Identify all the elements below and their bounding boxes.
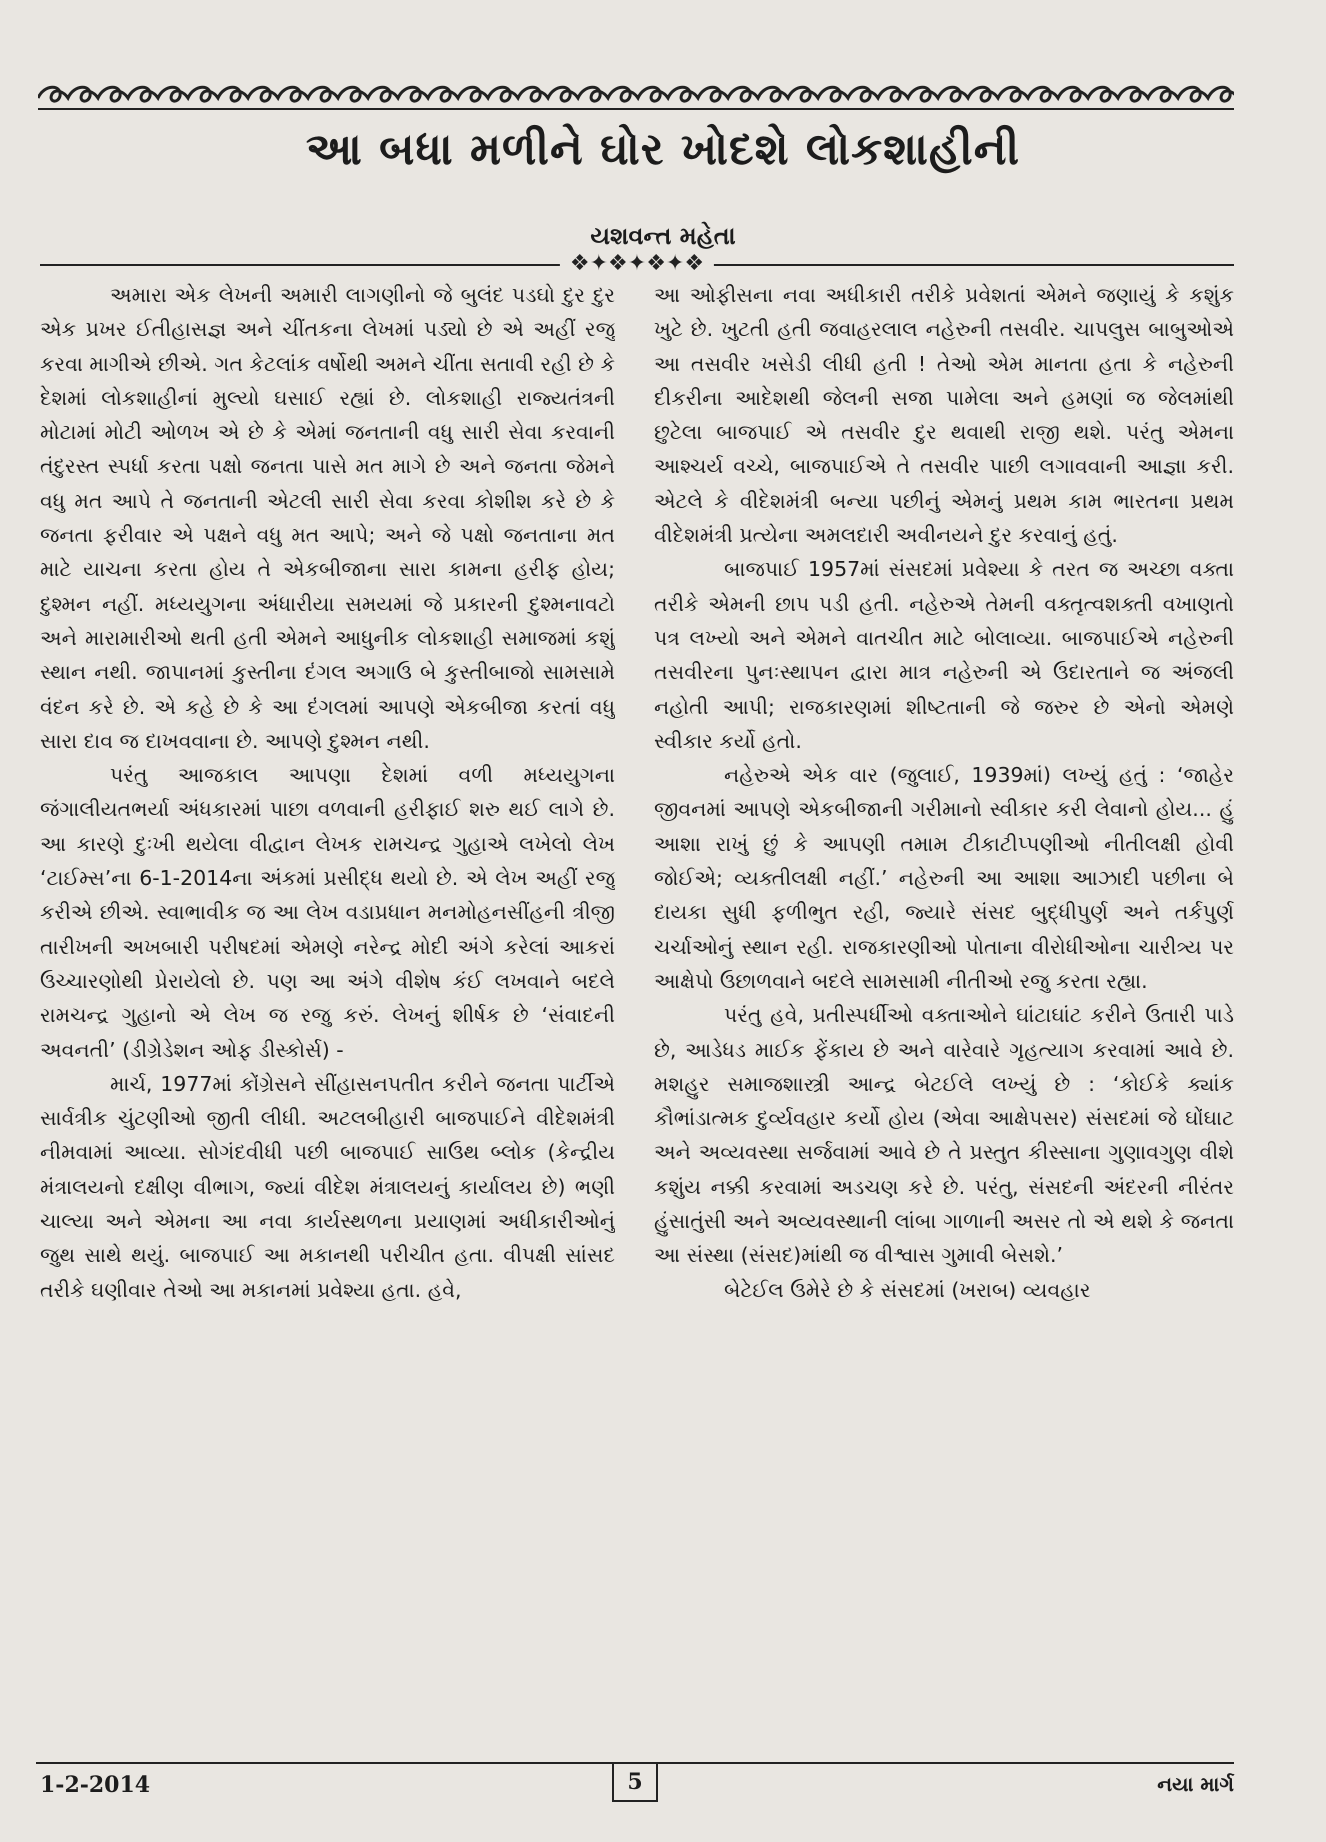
right-paragraph: બેટેઈલ ઉમેરે છે કે સંસદમાં (ખરાબ) વ્યવહાર: [724, 1277, 1091, 1302]
page-number: 5: [612, 1764, 658, 1802]
article-title: આ બધા મળીને ઘોર ખોદશે લોકશાહીની: [305, 124, 1021, 175]
left-paragraph: માર્ચ, 1977માં કોંગ્રેસને સીંહાસનપતીત કરીને જનતા પાર્ટીએ સાર્વત્રીક ચુંટણીઓ જીતી લીધી. અટલબીહારી બાજપાઈને વીદેશમંત્રી નીમવામાં આવ્યા. સોગંદવીધી પછી બાજપાઈ સાઉથ બ્લોક (કેન્દ્રીય મંત્રાલયનો દક્ષીણ વીભાગ, જ્યાં વીદેશ મંત્રાલયનું કાર્યાલય છે) ભણી ચાલ્યા અને એમના આ નવા કાર્યસ્થળના પ્રયાણમાં અધીકારીઓનું જુથ સાથે થયું. બાજપાઈ આ મકાનથી પરીચીત હતા. વીપક્ષી સાંસદ તરીકે ઘણીવાર તેઓ આ મકાનમાં પ્રવેશ્યા હતા. હવે,: [40, 1071, 615, 1302]
wave-border-ornament: [38, 82, 1234, 112]
article-author: યશવન્ત મહેતા: [590, 222, 736, 250]
left-column: [40, 278, 615, 1753]
divider-ornament: ❖✦❖✦❖✦❖: [560, 250, 714, 278]
left-paragraph: પરંતુ આજકાલ આપણા દેશમાં વળી મધ્યયુગના જંગાલીયતભર્યા અંધકારમાં પાછા વળવાની હરીફાઈ શરુ થઈ લાગે છે. આ કારણે દુઃખી થયેલા વીદ્વાન લેખક રામચન્દ્ર ગુહાએ લખેલો લેખ ‘ટાઈમ્સ’ના 6-1-2014ના અંકમાં પ્રસીદ્ધ થયો છે. એ લેખ અહીં રજુ કરીએ છીએ. સ્વાભાવીક જ આ લેખ વડાપ્રધાન મનમોહનસીંહની ત્રીજી તારીખની અખબારી પરીષદમાં એમણે નરેન્દ્ર મોદી અંગે કરેલાં આકરાં ઉચ્ચારણોથી પ્રેરાયેલો છે. પણ આ અંગે વીશેષ કંઈ લખવાને બદલે રામચન્દ્ર ગુહાનો એ લેખ જ રજુ કરું. લેખનું શીર્ષક છે ‘સંવાદની અવનતી’ (ડીગ્રેડેશન ઓફ ડીસ્કોર્સ) -: [40, 763, 615, 1062]
right-paragraph: બાજપાઈ 1957માં સંસદમાં પ્રવેશ્યા કે તરત જ અચ્છા વક્તા તરીકે એમની છાપ પડી હતી. નહેરુએ તેમની વક્તૃત્વશક્તી વખાણતો પત્ર લખ્યો અને એમને વાતચીત માટે બોલાવ્યા. બાજપાઈએ નહેરુની તસવીરના પુનઃસ્થાપન દ્વારા માત્ર નહેરુની એ ઉદારતાને જ અંજલી નહોતી આપી; રાજકારણમાં શીષ્ટતાની જે જરુર છે એનો એમણે સ્વીકાર કર્યો હતો.: [654, 557, 1234, 753]
issue-date: 1-2-2014: [40, 1772, 151, 1798]
right-paragraph: પરંતુ હવે, પ્રતીસ્પર્ધીઓ વક્તાઓને ઘાંટાઘાંટ કરીને ઉતારી પાડે છે, આડેધડ માઈક ફેંકાય છે અને વારેવારે ગૃહત્યાગ કરવામાં આવે છે. મશહુર સમાજશાસ્ત્રી આન્દ્ર બેટઈલે લખ્યું છે : ‘કોઈકે ક્યાંક કૌભાંડાત્મક દુર્વ્યવહાર કર્યો હોય (એવા આક્ષેપસર) સંસદમાં જે ઘોંઘાટ અને અવ્યવસ્થા સર્જવામાં આવે છે તે પ્રસ્તુત કીસ્સાના ગુણાવગુણ વીશે કશુંય નક્કી કરવામાં અડચણ કરે છે. પરંતુ, સંસદની અંદરની નીરંતર હુંસાતુંસી અને અવ્યવસ્થાની લાંબા ગાળાની અસર તો એ થશે કે જનતા આ સંસ્થા (સંસદ)માંથી જ વીશ્વાસ ગુમાવી બેસશે.’: [654, 1003, 1234, 1268]
left-paragraph: અમારા એક લેખની અમારી લાગણીનો જે બુલંદ પડઘો દુર દુર એક પ્રખર ઈતીહાસજ્ઞ અને ચીંતકના લેખમાં પડ્યો છે એ અહીં રજુ કરવા માગીએ છીએ. ગત કેટલાંક વર્ષોથી અમને ચીંતા સતાવી રહી છે કે દેશમાં લોકશાહીનાં મુલ્યો ઘસાઈ રહ્યાં છે. લોકશાહી રાજ્યતંત્રની મોટામાં મોટી ઓળખ એ છે કે એમાં જનતાની વધુ સારી સેવા કરવાની તંદુરસ્ત સ્પર્ધા કરતા પક્ષો જનતા પાસે મત માગે છે અને જનતા જેમને વધુ મત આપે તે જનતાની એટલી સારી સેવા કરવા કોશીશ કરે છે કે જનતા ફરીવાર એ પક્ષને વધુ મત આપે; અને જે પક્ષો જનતાના મત માટે યાચના કરતા હોય તે એકબીજાના સારા કામના હરીફ હોય; દુશ્મન નહીં. મધ્યયુગના અંધારીયા સમયમાં જે પ્રકારની દુશ્મનાવટો અને મારામારીઓ થતી હતી એમને આધુનીક લોકશાહી સમાજમાં કશું સ્થાન નથી. જાપાનમાં કુસ્તીના દંગલ અગાઉ બે કુસ્તીબાજો સામસામે વંદન કરે છે. એ કહે છે કે આ દંગલમાં આપણે એકબીજા કરતાં વધુ સારા દાવ જ દાખવવાના છે. આપણે દુશ્મન નથી.: [40, 283, 615, 753]
publication-name: નયા માર્ગ: [1157, 1772, 1234, 1796]
right-paragraph: નહેરુએ એક વાર (જુલાઈ, 1939માં) લખ્યું હતું : ‘જાહેર જીવનમાં આપણે એકબીજાની ગરીમાનો સ્વીકાર કરી લેવાનો હોય... હું આશા રાખું છું કે આપણી તમામ ટીકાટીપ્પણીઓ નીતીલક્ષી હોવી જોઈએ; વ્યક્તીલક્ષી નહીં.’ નહેરુની આ આશા આઝાદી પછીના બે દાયકા સુધી ફળીભુત રહી, જ્યારે સંસદ બુદ્ધીપુર્ણ અને તર્કપુર્ણ ચર્ચાઓનું સ્થાન રહી. રાજકારણીઓ પોતાના વીરોધીઓના ચારીત્ર્ય પર આક્ષેપો ઉછાળવાને બદલે સામસામી નીતીઓ રજુ કરતા રહ્યા.: [654, 763, 1234, 993]
column-gutter: [631, 282, 632, 1752]
right-column: [654, 278, 1234, 1753]
right-paragraph: આ ઓફીસના નવા અધીકારી તરીકે પ્રવેશતાં એમને જણાયું કે કશુંક ખુટે છે. ખુટતી હતી જવાહરલાલ નહેરુની તસવીર. ચાપલુસ બાબુઓએ આ તસવીર ખસેડી લીધી હતી ! તેઓ એમ માનતા હતા કે નહેરુની દીકરીના આદેશથી જેલની સજા પામેલા અને હમણાં જ જેલમાંથી છુટેલા બાજપાઈ એ તસવીર દુર થવાથી રાજી થશે. પરંતુ એમના આશ્ચર્ય વચ્ચે, બાજપાઈએ તે તસવીર પાછી લગાવવાની આજ્ઞા કરી. એટલે કે વીદેશમંત્રી બન્યા પછીનું એમનું પ્રથમ કામ ભારતના પ્રથમ વીદેશમંત્રી પ્રત્યેના અમલદારી અવીનયને દુર કરવાનું હતું.: [654, 283, 1234, 548]
title-divider: [40, 250, 1234, 280]
